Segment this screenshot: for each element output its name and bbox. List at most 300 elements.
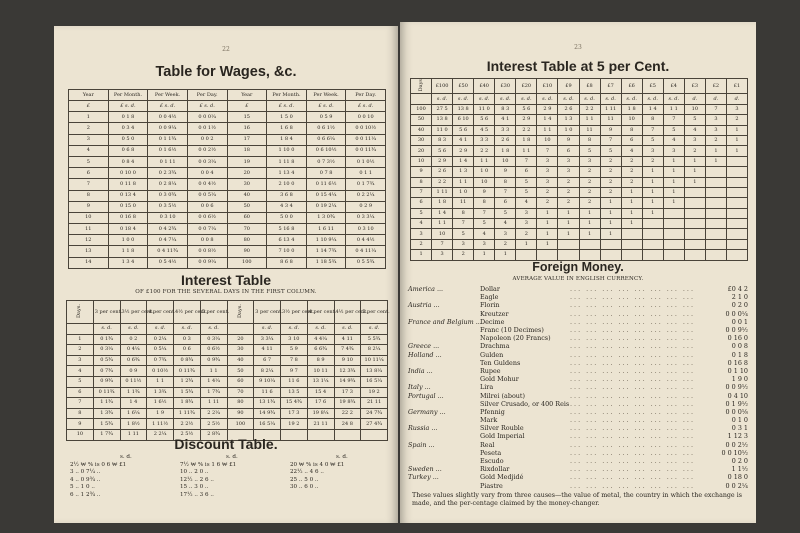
table-cell: 0 10 0 <box>108 168 148 179</box>
table-cell: 0 2 3¾ <box>148 168 188 179</box>
table-cell: 5 6 <box>432 146 453 156</box>
table-cell: 0 3 5½ <box>148 201 188 212</box>
table-cell: 10 <box>432 229 453 239</box>
currency-value: 0 0 0¼ <box>725 309 748 318</box>
table-cell: 6 <box>558 146 579 156</box>
table-cell <box>726 167 747 177</box>
coin-name: Franc (10 Decimes) <box>480 326 544 335</box>
table-cell: 21 11 <box>361 398 388 409</box>
table-cell <box>726 208 747 218</box>
table-cell: 1 3 4 <box>108 257 148 268</box>
table-cell <box>621 250 642 260</box>
currency-row <box>408 482 748 490</box>
table-cell: 1 1 <box>663 104 684 114</box>
unit-label: £ s. d. <box>306 101 346 112</box>
table-cell: 1 4 <box>432 208 453 218</box>
leader-dots: ... ... ... ... ... ... ... ... <box>570 473 695 482</box>
leader-dots: ... ... ... ... ... ... ... ... <box>570 391 695 400</box>
currency-row <box>408 334 748 342</box>
table-cell: 1 <box>621 219 642 229</box>
table-cell: 9 <box>67 419 94 430</box>
currency-row <box>408 449 748 457</box>
table-cell: 0 0 8½ <box>187 246 227 257</box>
unit-label: s. d. <box>120 324 147 335</box>
table-cell <box>726 187 747 197</box>
table-cell: 15 4 <box>307 387 334 398</box>
table-row <box>67 419 388 430</box>
unit-label: s. d. <box>281 324 308 335</box>
table-cell: 4 11 <box>334 334 361 345</box>
table-cell: 1 <box>705 146 726 156</box>
table-cell: 1 1 <box>579 115 600 125</box>
table-cell: 0 1 1 <box>346 168 386 179</box>
table-cell: 5 6 <box>474 115 495 125</box>
table-cell: 0 6 8 <box>108 145 148 156</box>
table-cell: 9 <box>558 135 579 145</box>
table-cell: 27 5 <box>432 104 453 114</box>
table-cell: 0 4¼ <box>120 345 147 356</box>
currency-row <box>408 441 748 449</box>
table-cell: 6 <box>516 167 537 177</box>
table-cell: 1 0 <box>558 125 579 135</box>
unit-label: s. d. <box>537 94 558 104</box>
table-cell: 1 4 <box>453 156 474 166</box>
table-cell: 1 0 <box>453 187 474 197</box>
table-cell: 13 8 <box>432 115 453 125</box>
column-header <box>227 301 254 324</box>
table-cell: 9 <box>474 187 495 197</box>
table-cell: 0 15 0 <box>108 201 148 212</box>
interest-title: Interest Table <box>181 272 271 288</box>
table-cell: 70 <box>227 387 254 398</box>
table-cell: 2 2 <box>579 104 600 114</box>
table-cell: 0 4 2¾ <box>148 224 188 235</box>
table-cell: 1 8 <box>432 198 453 208</box>
table-cell: 6 6¾ <box>307 345 334 356</box>
table-cell <box>705 208 726 218</box>
table-cell: 0 0 5¼ <box>187 190 227 201</box>
table-cell: 30 <box>411 135 432 145</box>
table-cell: 0 0 4½ <box>148 112 188 123</box>
table-cell: 1 <box>537 219 558 229</box>
table-cell <box>537 250 558 260</box>
table-cell: 9 <box>495 167 516 177</box>
table-row <box>69 190 386 201</box>
table-cell: 40 <box>411 125 432 135</box>
table-cell: 7 10 0 <box>267 246 307 257</box>
table-cell: 1 <box>642 167 663 177</box>
currency-value: 1 9 0 <box>731 375 748 384</box>
table-cell: 20 <box>411 146 432 156</box>
table-cell: 8 <box>453 208 474 218</box>
table-cell: 0 0 6 <box>187 201 227 212</box>
table-cell: 2 <box>537 198 558 208</box>
coin-name: Eagle <box>480 293 499 302</box>
table-cell: 0 0 7¼ <box>187 224 227 235</box>
table-cell: 1 8 4 <box>267 134 307 145</box>
table-cell: 3 3 <box>495 125 516 135</box>
table-cell: 0 2¼ <box>147 334 174 345</box>
table-cell: 0 0 3¼ <box>187 156 227 167</box>
table-cell: 8 3 <box>495 104 516 114</box>
table-cell: 7 <box>642 125 663 135</box>
coin-name: Piastre <box>480 481 503 490</box>
table-cell: 1 <box>600 208 621 218</box>
table-cell: 8 <box>642 115 663 125</box>
table-cell: 1 <box>558 208 579 218</box>
table-cell: 6 <box>67 387 94 398</box>
table-cell: 2 <box>579 198 600 208</box>
country-name: Germany ... <box>408 407 446 416</box>
table-cell: 2 9 <box>516 115 537 125</box>
table-cell <box>684 198 705 208</box>
table-cell: 14 <box>69 257 109 268</box>
table-cell: 1 <box>67 334 94 345</box>
table-cell: 5 <box>453 229 474 239</box>
table-cell <box>663 208 684 218</box>
table-cell: 4 <box>621 146 642 156</box>
table-cell <box>684 208 705 218</box>
table-cell: 2 <box>453 250 474 260</box>
table-cell: 2 <box>621 156 642 166</box>
table-cell: 7 <box>69 179 109 190</box>
currency-row <box>408 367 748 375</box>
table-cell: 0 2 <box>120 334 147 345</box>
table-cell: 2 2 <box>516 125 537 135</box>
leader-dots: ... ... ... ... ... ... ... ... <box>570 301 695 310</box>
table-cell: 1 11 <box>600 104 621 114</box>
table-cell: 12 3¾ <box>334 366 361 377</box>
table-cell: 2 <box>67 345 94 356</box>
leader-dots: ... ... ... ... ... ... ... ... <box>570 326 695 335</box>
table-cell: 1 <box>600 219 621 229</box>
table-cell: 10 <box>537 135 558 145</box>
table-cell: 1 10 9¼ <box>306 235 346 246</box>
table-cell: 7 <box>600 135 621 145</box>
table-cell: 2 6 <box>495 135 516 145</box>
table-cell: 60 <box>227 212 267 223</box>
table-cell: 1 <box>705 156 726 166</box>
unit-label: d. <box>726 94 747 104</box>
currency-value: 0 0 2¼ <box>725 481 748 490</box>
leader-dots: ... ... ... ... ... ... ... ... <box>570 383 695 392</box>
table-cell: 0 9¾ <box>200 355 227 366</box>
table-cell: 0 4 11¾ <box>148 246 188 257</box>
table-cell: 0 0 0¼ <box>187 112 227 123</box>
leader-dots: ... ... ... ... ... ... ... ... <box>570 424 695 433</box>
table-cell: 2 2¼ <box>200 408 227 419</box>
table-cell: 1 1 <box>432 219 453 229</box>
table-cell: 0 18 4 <box>108 224 148 235</box>
unit-label <box>411 94 432 104</box>
table-cell: 0 11¾ <box>174 366 201 377</box>
table-cell: 7 <box>537 146 558 156</box>
table-cell: 30 <box>227 179 267 190</box>
table-cell: 13 5 <box>281 387 308 398</box>
unit-label: £ <box>69 101 109 112</box>
table-cell: 3 <box>642 146 663 156</box>
table-cell: 10 <box>474 177 495 187</box>
country-name: Turkey ... <box>408 473 439 482</box>
table-row <box>69 179 386 190</box>
table-row <box>411 198 748 208</box>
interest-table <box>66 300 388 441</box>
column-header: £4 <box>663 79 684 94</box>
table-cell: 1 8¾ <box>174 398 201 409</box>
unit-label: s. d. <box>361 324 388 335</box>
coin-name: Mark <box>480 416 498 425</box>
table-cell: 1 3 0¾ <box>306 212 346 223</box>
table-cell: 10 <box>67 429 94 440</box>
unit-label: s. d. <box>93 324 120 335</box>
table-cell: 1 <box>663 156 684 166</box>
table-cell: 1 8 <box>495 146 516 156</box>
table-cell: 6 <box>411 198 432 208</box>
table-row <box>69 201 386 212</box>
table-cell: 2 <box>411 239 432 249</box>
table-cell <box>705 229 726 239</box>
currency-row <box>408 293 748 301</box>
table-cell: 70 <box>227 224 267 235</box>
currency-row <box>408 318 748 326</box>
table-cell: 1 11 <box>120 429 147 440</box>
table-cell <box>642 229 663 239</box>
currency-row <box>408 465 748 473</box>
table-cell: 3 <box>537 167 558 177</box>
table-row <box>69 112 386 123</box>
table-cell: 24 7¾ <box>361 408 388 419</box>
table-row <box>69 145 386 156</box>
table-cell: 0 19 2¼ <box>306 201 346 212</box>
table-cell: 0 10½ <box>147 366 174 377</box>
table-cell: 3 <box>474 239 495 249</box>
table-cell: 8 <box>495 177 516 187</box>
table-cell: 1 1¾ <box>93 398 120 409</box>
table-cell: 0 3 4 <box>108 123 148 134</box>
table-cell: 7 <box>663 115 684 125</box>
leader-dots: ... ... ... ... ... ... ... ... <box>570 309 695 318</box>
table-cell: 0 0 1½ <box>187 123 227 134</box>
currency-value: 0 0 9½ <box>725 383 748 392</box>
table-cell: 2 <box>579 167 600 177</box>
table-cell: 5 9 <box>281 345 308 356</box>
table-cell: 3 <box>67 355 94 366</box>
table-cell: 1 <box>537 208 558 218</box>
table-cell: 16 5¼ <box>254 419 281 430</box>
currency-note: These values slightly vary from three causes—the value of metal, the country in which the exchange is made, and the per-centage claimed by the money-changer. <box>412 492 742 507</box>
table-cell: 5 <box>411 208 432 218</box>
interest-subtitle: OF £100 FOR THE SEVERAL DAYS IN THE FIRST COLUMN. <box>135 289 317 295</box>
table-cell: 1 4¼ <box>200 376 227 387</box>
coin-name: Pfennig <box>480 407 505 416</box>
table-cell: 8 <box>67 408 94 419</box>
table-cell: 10 <box>621 115 642 125</box>
table-cell: 7 <box>474 208 495 218</box>
table-cell: 3 <box>537 156 558 166</box>
currency-row <box>408 383 748 391</box>
leader-dots: ... ... ... ... ... ... ... ... <box>570 407 695 416</box>
unit-label <box>227 324 254 335</box>
table-cell <box>684 250 705 260</box>
table-cell: 1 3 <box>558 115 579 125</box>
table-cell: 6 <box>621 135 642 145</box>
table-cell: 0 13 4 <box>108 190 148 201</box>
table-cell: 11 <box>600 115 621 125</box>
table-cell: 5 <box>495 208 516 218</box>
table-cell: 3 3¼ <box>254 334 281 345</box>
table-cell: 2 <box>558 198 579 208</box>
column-header-label: Days. <box>76 304 83 318</box>
table-cell: 0 3¼ <box>93 345 120 356</box>
table-cell: 1 1 <box>200 366 227 377</box>
table-row <box>69 156 386 167</box>
table-cell: 2 9 <box>453 146 474 156</box>
table-cell: 6 13 4 <box>267 235 307 246</box>
table-cell: 0 0 2½ <box>187 145 227 156</box>
page-number: 23 <box>574 44 582 51</box>
currency-row <box>408 408 748 416</box>
table-cell: 5 <box>516 187 537 197</box>
column-header: 5 per cent. <box>200 301 227 324</box>
table-cell: 1 1 <box>537 125 558 135</box>
column-header: £1 <box>726 79 747 94</box>
table-cell <box>705 187 726 197</box>
currency-row <box>408 351 748 359</box>
discount-col-2: s. d. 7½ ₩ % is 1 6 ₩ £1 10 .. 2 0 .. 12½ .. 2 6 .. 15 .. 3 0 .. 17½ .. 3 6 .. <box>180 454 238 498</box>
table-cell: 17 3 <box>281 408 308 419</box>
currency-row <box>408 473 748 481</box>
column-header: 5 per cent. <box>361 301 388 324</box>
table-cell: 100 <box>227 419 254 430</box>
table-cell <box>600 239 621 249</box>
coin-name: Gulden <box>480 350 504 359</box>
table-cell: 3 <box>516 219 537 229</box>
table-cell: 0 0 11¾ <box>346 145 386 156</box>
table-cell: 1 0 0 <box>108 235 148 246</box>
table-cell: 2 <box>69 123 109 134</box>
country-name: Greece ... <box>408 342 440 351</box>
table-cell: 11 <box>453 198 474 208</box>
table-cell: 4 <box>67 366 94 377</box>
table-cell: 0 0 6½ <box>187 212 227 223</box>
currency-row <box>408 375 748 383</box>
table-cell: 0 0 9¼ <box>148 123 188 134</box>
currency-value: 0 16 0 <box>727 334 748 343</box>
coin-name: Kreutzer <box>480 309 509 318</box>
table-cell: 8 2¼ <box>361 345 388 356</box>
table-cell: 2 5½ <box>174 429 201 440</box>
table-cell: 2 <box>726 115 747 125</box>
currency-row <box>408 424 748 432</box>
table-cell: 1 1 <box>147 376 174 387</box>
table-cell: 1 5¾ <box>93 419 120 430</box>
table-row <box>69 246 386 257</box>
table-cell: 1 <box>621 208 642 218</box>
table-cell: 12 <box>69 235 109 246</box>
column-header: £30 <box>495 79 516 94</box>
table-cell: 0 1 6½ <box>148 145 188 156</box>
table-cell <box>726 177 747 187</box>
table-cell: 3 <box>579 156 600 166</box>
table-cell: 7 <box>67 398 94 409</box>
table-cell: 1 <box>474 250 495 260</box>
table-cell: 2 <box>600 177 621 187</box>
table-cell <box>516 250 537 260</box>
table-cell: 0 2 2¼ <box>346 190 386 201</box>
table-cell: 0 16 8 <box>108 212 148 223</box>
table-cell <box>726 198 747 208</box>
table-cell <box>684 219 705 229</box>
country-name: Russia ... <box>408 424 438 433</box>
discount-col-3: s. d. 20 ₩ % is 4 0 ₩ £1 22½ .. 4 6 .. 25 .. 5 0 .. 30 .. 6 0 .. <box>290 454 348 491</box>
currency-value: 0 0 8 <box>731 342 748 351</box>
coin-name: Ten Guldens <box>480 358 521 367</box>
table-row <box>411 167 748 177</box>
country-name: France and Belgium ... <box>408 317 482 326</box>
column-header: £40 <box>474 79 495 94</box>
table-cell: 5 0 0 <box>267 212 307 223</box>
column-header: 4 per cent. <box>147 301 174 324</box>
unit-label: d. <box>684 94 705 104</box>
table-cell: 9 <box>69 201 109 212</box>
table-cell: 1 1 <box>516 146 537 156</box>
coin-name: Rupee <box>480 366 501 375</box>
table-cell: 100 <box>411 104 432 114</box>
table-cell: 4 3 4 <box>267 201 307 212</box>
table-cell: 0 1 7¾ <box>346 179 386 190</box>
currency-value: 0 1 0 <box>731 416 748 425</box>
table-cell: 0 7¾ <box>147 355 174 366</box>
table-cell: 8 <box>69 190 109 201</box>
table-cell: 0 1 8 <box>108 112 148 123</box>
table-cell: 3 <box>558 167 579 177</box>
table-cell: 1 8 <box>516 135 537 145</box>
table-cell: 1 0 <box>474 167 495 177</box>
table-cell: 2 2 <box>474 146 495 156</box>
table-cell: 1 14 7¾ <box>306 246 346 257</box>
table-cell: 0 0 4 <box>187 168 227 179</box>
table-cell: 7 <box>495 187 516 197</box>
table-cell: 1 2¾ <box>174 376 201 387</box>
table-cell: 10 <box>495 156 516 166</box>
interest5-table <box>410 78 748 261</box>
table-cell: 20 <box>227 168 267 179</box>
table-cell: 1 8 <box>621 104 642 114</box>
table-cell <box>684 229 705 239</box>
column-header <box>411 79 432 94</box>
table-row <box>411 177 748 187</box>
table-cell <box>684 187 705 197</box>
table-cell: 1 <box>663 177 684 187</box>
table-cell: 3 <box>684 135 705 145</box>
table-cell: 15 <box>227 112 267 123</box>
table-row <box>69 224 386 235</box>
currency-value: 0 2 0 <box>731 301 748 310</box>
table-cell: 1 1 <box>453 177 474 187</box>
currency-row <box>408 416 748 424</box>
table-cell: 8 <box>411 177 432 187</box>
table-cell: 10 <box>411 156 432 166</box>
table-cell: 16 5¼ <box>361 376 388 387</box>
leader-dots: ... ... ... ... ... ... ... ... <box>570 465 695 474</box>
table-cell <box>663 239 684 249</box>
table-cell <box>663 250 684 260</box>
table-cell: 2 5½ <box>200 419 227 430</box>
table-cell: 9 10¼ <box>254 376 281 387</box>
table-cell: 0 1 1¾ <box>148 134 188 145</box>
table-cell: 1 6 8 <box>267 123 307 134</box>
currency-row <box>408 301 748 309</box>
